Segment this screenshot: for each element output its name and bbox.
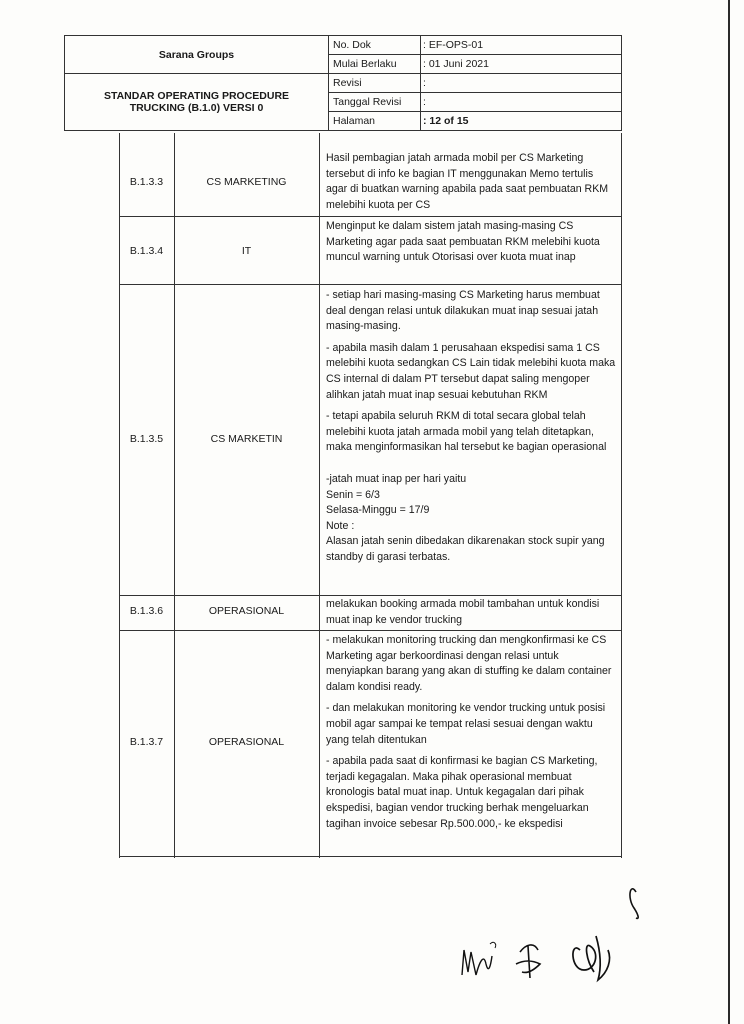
step-description [326, 597, 616, 628]
description-paragraph: - dan melakukan monitoring ke vendor trucking untuk posisi mobil agar sampai ke tempat relasi sesuai dengan waktu yang telah ditentukan [326, 702, 606, 746]
quota-line: Selasa-Minggu = 17/9 [326, 504, 430, 517]
title-line-2: TRUCKING (B.1.0) VERSI 0 [129, 102, 264, 114]
page-edge-line [728, 0, 730, 1024]
field-label-halaman: Halaman [329, 112, 421, 131]
step-role: CS MARKETING [206, 176, 287, 188]
signature-mark [490, 942, 496, 948]
step-role: IT [241, 245, 252, 257]
field-label-mulai-berlaku: Mulai Berlaku [329, 55, 421, 74]
procedure-table [119, 133, 622, 858]
field-value-mulai-berlaku: : 01 Juni 2021 [421, 55, 622, 74]
row-divider [119, 595, 622, 596]
step-description [326, 219, 616, 266]
company-name: Sarana Groups [65, 36, 329, 74]
title-line-1: STANDAR OPERATING PROCEDURE [103, 90, 290, 102]
signature-area [450, 880, 670, 990]
description-paragraph: - melakukan monitoring trucking dan mengkonfirmasi ke CS Marketing agar berkoordinasi dengan relasi untuk menyiapkan barang yang akan di stuffing ke dalam container dalam kondisi ready. [326, 634, 612, 693]
table-border-right [621, 133, 622, 858]
step-description [326, 151, 616, 213]
table-border-left [119, 133, 120, 858]
signature-mark [573, 936, 610, 980]
step-description [326, 288, 616, 566]
row-divider [119, 216, 622, 217]
description-paragraph: - apabila masih dalam 1 perusahaan ekspedisi sama 1 CS melebihi kuota sedangkan CS Lain tidak melebihi kuota maka CS internal di dalam PT tersebut dapat saling mengoper alihkan jatah muat inap sesuai kebutuhan RKM [326, 341, 616, 401]
note-label: Note : [326, 519, 355, 532]
step-code: B.1.3.4 [129, 245, 164, 257]
field-value-revisi: : [421, 74, 622, 93]
quota-line: Senin = 6/3 [326, 488, 380, 501]
step-role: OPERASIONAL [208, 605, 285, 617]
row-divider [119, 284, 622, 285]
column-divider-1 [174, 133, 175, 858]
field-label-tanggal-revisi: Tanggal Revisi [329, 93, 421, 112]
row-divider [119, 630, 622, 631]
step-code: B.1.3.7 [129, 736, 164, 748]
description-paragraph: Menginput ke dalam sistem jatah masing-masing CS Marketing agar pada saat pembuatan RKM melebihi kuota muncul warning untuk Otorisasi over kuota muat inap [326, 220, 600, 264]
field-value-no-dok: : EF-OPS-01 [421, 36, 622, 55]
table-border-bottom [119, 856, 622, 857]
step-description [326, 633, 616, 832]
quota-line: -jatah muat inap per hari yaitu [326, 472, 467, 485]
description-paragraph: Hasil pembagian jatah armada mobil per CS Marketing tersebut di info ke bagian IT menggunakan Memo tertulis agar di buatkan warning apabila pada saat pembuatan RKM melebihi kuota per CS [326, 152, 609, 211]
description-paragraph: - tetapi apabila seluruh RKM di total secara global telah melebihi kuota jatah armada mobil yang telah ditetapkan, maka menginformasikan hal tersebut ke bagian operasional [326, 410, 607, 454]
signature-mark [516, 945, 540, 978]
document-header [64, 35, 622, 131]
step-code: B.1.3.5 [129, 433, 164, 445]
signature-mark [462, 950, 492, 975]
description-paragraph: melakukan booking armada mobil tambahan untuk kondisi muat inap ke vendor trucking [326, 598, 600, 626]
note-text: Alasan jatah senin dibedakan dikarenakan stock supir yang standby di garasi terbatas. [326, 535, 605, 563]
step-code: B.1.3.6 [129, 605, 164, 617]
step-code: B.1.3.3 [129, 176, 164, 188]
step-role: OPERASIONAL [208, 736, 285, 748]
step-role: CS MARKETIN [210, 433, 283, 445]
column-divider-2 [319, 133, 320, 858]
field-value-tanggal-revisi: : [421, 93, 622, 112]
description-paragraph: - setiap hari masing-masing CS Marketing harus membuat deal dengan relasi untuk dilakukan muat inap sesuai jatah masing-masing. [326, 289, 600, 333]
field-label-no-dok: No. Dok [329, 36, 421, 55]
field-value-halaman: : 12 of 15 [421, 112, 622, 131]
signature-mark [630, 889, 638, 919]
signature-scribbles [450, 880, 670, 990]
field-label-revisi: Revisi [329, 74, 421, 93]
description-paragraph: - apabila pada saat di konfirmasi ke bagian CS Marketing, terjadi kegagalan. Maka pihak operasional membuat kronologis batal muat inap. Untuk kegagalan dari pihak ekspedisi, bagian vendor trucking berhak mengeluarkan tagihan invoice sebesar Rp.500.000,- ke ekspedisi [326, 755, 598, 830]
document-title [65, 74, 329, 131]
